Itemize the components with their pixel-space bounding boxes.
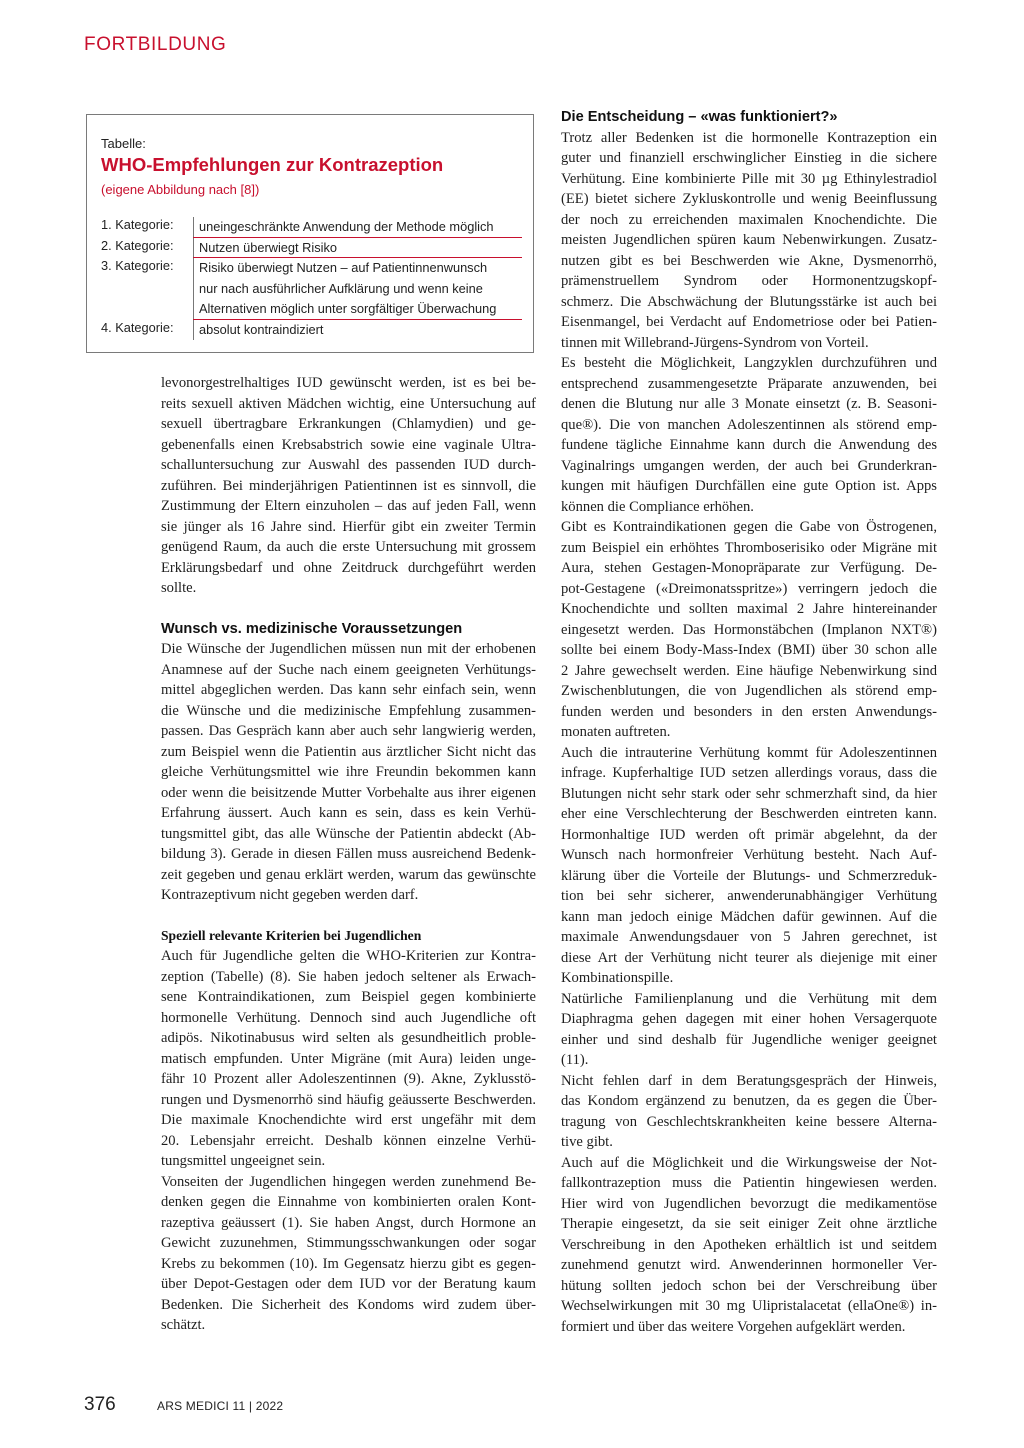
table-divider: [193, 320, 194, 341]
text-line: adipös. Nikotinabusus wird selten als gesundheitlich proble-: [161, 1030, 536, 1046]
spacer: [161, 599, 536, 619]
text-line: zum Beispiel wenn die Patientin aus ärztlicher Sicht nicht das: [161, 743, 536, 760]
text-line: Erklärungsbedarf und ohne Zeitdruck durchgeführt werden: [161, 559, 536, 576]
text-line: Verhütung. Eine kombinierte Pille mit 30 µg Ethinylestradiol: [561, 170, 937, 187]
text-line: können die Compliance erhöhen.: [561, 498, 754, 515]
text-line: kann man jedoch einige Mädchen dafür gewinnen. Auf die: [561, 908, 937, 925]
table-description-line: Alternativen möglich unter sorgfältiger Überwachung: [199, 301, 497, 316]
text-line: Aura, stehen Gestagen-Monopräparate zur Verfügung. De-: [561, 560, 937, 576]
text-line: Wechselwirkungen mit 30 mg Ulipristalacetat (ellaOne®) in-: [561, 1298, 937, 1314]
text-line: sene Kontraindikationen, zum Beispiel gegen kombinierte: [161, 989, 536, 1005]
left-column: [161, 373, 536, 1336]
text-line: schalluntersuchung zur Auswahl des passenden IUD durch-: [161, 457, 536, 473]
text-line: levonorgestrelhaltiges IUD gewünscht werden, ist es bei be-: [161, 375, 536, 391]
text-line: nutzen gibt es bei Beschwerden wie Akne, Dysmenorrhö,: [561, 252, 937, 269]
magazine-issue: ARS MEDICI 11 | 2022: [157, 1399, 284, 1413]
table-description-line: nur nach ausführlicher Aufklärung und wenn keine: [199, 280, 483, 296]
paragraph: [561, 128, 937, 354]
paragraph: [561, 517, 937, 743]
text-line: fundene tägliche Einnahme kann durch die Anwendung des: [561, 437, 937, 453]
text-line: Wunsch nach hormonfreier Verhütung besteht. Nach Auf-: [561, 847, 937, 863]
table-description: [199, 320, 522, 341]
text-line: Die Wünsche der Jugendlichen müssen nun mit der erhobenen: [161, 641, 536, 657]
text-line: guter und finanziell erschwinglicher Einstieg in die sichere: [561, 150, 937, 166]
table-row: [101, 320, 522, 341]
text-line: Auch für Jugendliche gelten die WHO-Kriterien zur Kontra-: [161, 948, 536, 964]
table-caption: Tabelle:: [101, 136, 146, 151]
table-description-line: Nutzen überwiegt Risiko: [199, 239, 337, 255]
paragraph: [161, 946, 536, 1172]
text-line: 20. Lebensjahr erreicht. Deshalb können einzelne Verhü-: [161, 1132, 536, 1149]
text-line: tive gibt.: [561, 1134, 613, 1150]
paragraph: [561, 743, 937, 989]
spacer: [161, 906, 536, 926]
table-divider: [193, 258, 194, 320]
text-line: gebenenfalls einen Krebsabstrich sowie eine vaginale Ultra-: [161, 436, 536, 453]
paragraph: [161, 1172, 536, 1336]
table-category: 4. Kategorie:: [101, 319, 174, 335]
text-line: mittel abgeglichen werden. Das kann sehr einfach sein, wenn: [161, 682, 536, 698]
text-line: kungen mit häufigen Durchfällen eine gute Option ist. Apps: [561, 478, 937, 494]
text-line: pot-Gestagene («Dreimonatsspritze») verringern jedoch die: [561, 580, 937, 597]
text-line: sollte.: [161, 580, 197, 596]
text-line: das Kondom ergänzend zu benutzen, da es gegen die Über-: [561, 1093, 937, 1109]
text-line: Gewicht zuzunehmen, Stimmungsschwankungen oder sogar: [161, 1235, 536, 1251]
table-category: 2. Kategorie:: [101, 237, 174, 253]
text-line: Zustimmung der Eltern einzuholen – das auf jeden Fall, wenn: [161, 498, 536, 514]
page-number: 376: [84, 1394, 116, 1415]
text-line: hütung sollten jedoch schon bei der Verschreibung über: [561, 1277, 937, 1294]
text-line: formiert und über das weitere Vorgehen aufgeklärt werden.: [561, 1318, 906, 1335]
table-divider: [193, 238, 194, 259]
text-line: Zwischenblutungen, die von Jugendlichen als störend emp-: [561, 683, 937, 699]
text-line: Natürliche Familienplanung und die Verhütung mit dem: [561, 990, 937, 1007]
text-line: tungsmittel ungeeignet sein.: [161, 1153, 326, 1169]
text-line: reits sexuell aktiven Mädchen wichtig, eine Untersuchung auf: [161, 395, 536, 412]
text-line: (11).: [561, 1052, 589, 1068]
text-line: Krebs zu bekommen (10). Im Gegensatz hierzu gibt es gegen-: [161, 1255, 536, 1272]
paragraph: [561, 353, 937, 517]
text-line: zeit gegeben und genau erklärt werden, warum das gewünschte: [161, 866, 536, 883]
text-line: die Wünsche und die medizinische Empfehlung zusammen-: [161, 702, 536, 719]
text-line: Vaginalrings umgangen werden, der auch bei Grunderkran-: [561, 457, 937, 474]
text-line: infrage. Kupferhaltige IUD setzen allerdings voraus, dass die: [561, 765, 937, 781]
paragraph: [561, 1071, 937, 1153]
text-line: Blutungen nicht sehr stark oder sehr schmerzhaft sind, da hier: [561, 785, 937, 802]
text-line: eingesetzt werden. Das Hormonstäbchen (Implanon NXT®): [561, 621, 937, 638]
text-line: meisten Jugendlichen spüren kaum Nebenwirkungen. Zusatz-: [561, 232, 937, 248]
text-line: Bedenken. Die Sicherheit des Kondoms wird zudem über-: [161, 1296, 536, 1313]
text-line: Erfahrung äussert. Auch kann es sein, dass es kein Verhü-: [161, 805, 536, 821]
text-line: oder wenn die beisitzende Mutter Vorbehalte aus ihrer eigenen: [161, 784, 536, 801]
right-column: [561, 107, 937, 1337]
table-category: 3. Kategorie:: [101, 258, 174, 273]
table-description: [199, 217, 522, 238]
section-heading: Speziell relevante Kriterien bei Jugendlichen: [161, 927, 422, 943]
text-line: Vonseiten der Jugendlichen hingegen werden zunehmend Be-: [161, 1173, 536, 1190]
text-line: Verschreibung in den Apotheken erhältlich ist und seitdem: [561, 1236, 937, 1253]
text-line: Kombinationspille.: [561, 970, 674, 986]
text-line: Trotz aller Bedenken ist die hormonelle Kontrazeption ein: [561, 129, 937, 146]
section-label: FORTBILDUNG: [84, 34, 227, 55]
section-heading: Die Entscheidung – «was funktioniert?»: [561, 109, 838, 125]
text-line: matisch empfunden. Unter Migräne (mit Aura) leiden unge-: [161, 1050, 536, 1067]
table-description-line: Risiko überwiegt Nutzen – auf Patientinnenwunsch: [199, 260, 488, 275]
text-line: einher und sind deshalb für Jugendliche weniger geeignet: [561, 1031, 937, 1048]
text-line: funden werden und besonders in den ersten Anwendungs-: [561, 703, 937, 720]
section-heading: Wunsch vs. medizinische Voraussetzungen: [161, 620, 463, 637]
table-row: [101, 258, 522, 320]
text-line: Eisenmangel, bei Verdacht auf Endometriose oder bei Patien-: [561, 314, 937, 330]
paragraph: [161, 373, 536, 599]
table-row: [101, 238, 522, 259]
text-line: Therapie eingesetzt, da sie seit einiger Zeit ohne ärztliche: [561, 1216, 937, 1232]
text-line: Hormonhaltige IUD werden oft primär abgelehnt, da der: [561, 826, 937, 843]
text-line: fähr 10 Prozent aller Adoleszentinnen (9). Akne, Zyklusstö-: [161, 1071, 536, 1087]
text-line: que®). Die von manchen Adoleszentinnen als störend emp-: [561, 416, 937, 433]
text-line: Kontrazeptivum nicht gegeben werden darf.: [161, 887, 419, 903]
text-line: schmerz. Die Abschwächung der Blutungsstärke ist auch bei: [561, 293, 937, 310]
text-line: sie jünger als 16 Jahre sind. Hierfür gibt ein zweiter Termin: [161, 518, 536, 535]
paragraph: [561, 989, 937, 1071]
text-line: eher eine Verschlechterung der Beschwerden eintreten kann.: [561, 806, 937, 822]
text-line: entsprechend zusammengesetzte Präparate anzuwenden, bei: [561, 375, 937, 392]
text-line: denen die Blutung nur alle 3 Monate einsetzt (z. B. Seasoni-: [561, 396, 937, 412]
text-line: tragung von Geschlechtskrankheiten keine bessere Alterna-: [561, 1113, 937, 1130]
text-line: zum Beispiel ein erhöhtes Thromboserisiko oder Migräne mit: [561, 539, 937, 556]
text-line: prämenstruellem Syndrom oder Hormonentzugskopf-: [561, 273, 937, 289]
text-line: sollte bei einem Body-Mass-Index (BMI) über 30 schon alle: [561, 642, 937, 658]
text-line: Auch auf die Möglichkeit und die Wirkungsweise der Not-: [561, 1154, 937, 1171]
text-line: schätzt.: [161, 1317, 206, 1333]
text-line: Auch die intrauterine Verhütung kommt für Adoleszentinnen: [561, 744, 937, 761]
text-line: zeption (Tabelle) (8). Sie haben jedoch seltener als Erwach-: [161, 968, 536, 985]
text-line: Nicht fehlen darf in dem Beratungsgespräch der Hinweis,: [561, 1072, 937, 1089]
table-description: [199, 238, 522, 259]
table-description-line: absolut kontraindiziert: [199, 321, 324, 337]
table-category: 1. Kategorie:: [101, 217, 174, 232]
table-description: [199, 258, 522, 320]
text-line: Es besteht die Möglichkeit, Langzyklen durchzuführen und: [561, 355, 937, 371]
text-line: Die maximale Knochendichte wird erst ungefähr mit dem: [161, 1112, 536, 1128]
text-line: Knochendichte und sollten maximal 2 Jahre hintereinander: [561, 601, 937, 617]
text-line: über Depot-Gestagen oder dem IUD vor der Beratung kaum: [161, 1276, 536, 1292]
text-line: monaten auftreten.: [561, 724, 671, 740]
paragraph: [561, 1153, 937, 1338]
text-line: rungen und Dysmenorrhö sind häufig geäusserte Beschwerden.: [161, 1091, 536, 1108]
text-line: diese Art der Verhütung nicht teurer als diejenige mit einer: [561, 949, 937, 966]
text-line: bildung 3). Gerade in diesen Fällen muss ausreichend Bedenk-: [161, 846, 536, 862]
text-line: klärung über die Vorteile der Blutungs- und Schmerzreduk-: [561, 867, 937, 884]
table-description-line: uneingeschränkte Anwendung der Methode möglich: [199, 219, 494, 234]
paragraph: [161, 639, 536, 906]
table-source: (eigene Abbildung nach [8]): [101, 182, 260, 197]
text-line: tinnen mit Willebrand-Jürgens-Syndrom von Vorteil.: [561, 334, 869, 351]
who-table: [86, 114, 534, 353]
text-line: der noch zu erreichenden maximalen Knochendichte. Die: [561, 211, 937, 228]
text-line: gleiche Verhütungsmittel wie ihre Freundin bekommen kann: [161, 764, 536, 780]
table-divider: [193, 217, 194, 238]
text-line: tion bei sehr sicherer, anwenderunabhängiger Verhütung: [561, 888, 937, 904]
text-line: Diaphragma gehen dagegen mit einer hohen Versagerquote: [561, 1011, 937, 1027]
text-line: Gibt es Kontraindikationen gegen die Gabe von Östrogenen,: [561, 519, 937, 535]
text-line: (EE) bietet sichere Zykluskontrolle und wenig Beeinflussung: [561, 191, 937, 207]
text-line: hormonelle Verhütung. Dennoch sind auch Jugendliche oft: [161, 1009, 536, 1026]
text-line: denken gegen die Einnahme von kombinierten oralen Kont-: [161, 1194, 536, 1210]
text-line: passen. Das Gespräch kann aber auch sehr langwierig werden,: [161, 723, 536, 739]
text-line: zuführen. Bei minderjährigen Patientinnen ist es sinnvoll, die: [161, 477, 536, 494]
text-line: Hier wird von Jugendlichen bevorzugt die medikamentöse: [561, 1195, 937, 1212]
text-line: razeptiva geäussert (1). Sie haben Angst, durch Hormone an: [161, 1214, 536, 1231]
text-line: tungsmittel gibt, das alle Wünsche der Patientin abdeckt (Ab-: [161, 825, 536, 842]
text-line: sexuell übertragbare Erkrankungen (Chlamydien) und ge-: [161, 416, 536, 432]
text-line: maximale Anwendungsdauer von 5 Jahren gerechnet, ist: [561, 929, 937, 945]
text-line: fallkontrazeption muss die Patientin hingewiesen werden.: [561, 1175, 937, 1191]
text-line: genügend Raum, da auch die erste Untersuchung mit grossem: [161, 539, 536, 555]
text-line: Anamnese auf der Suche nach einem geeigneten Verhütungs-: [161, 661, 536, 678]
table-row: [101, 217, 522, 238]
text-line: zunehmend genutzt wird. Anwenderinnen hormoneller Ver-: [561, 1257, 937, 1273]
text-line: 2 Jahre gewechselt werden. Eine häufige Nebenwirkung sind: [561, 662, 937, 679]
table-title: WHO-Empfehlungen zur Kontrazeption: [101, 154, 444, 175]
